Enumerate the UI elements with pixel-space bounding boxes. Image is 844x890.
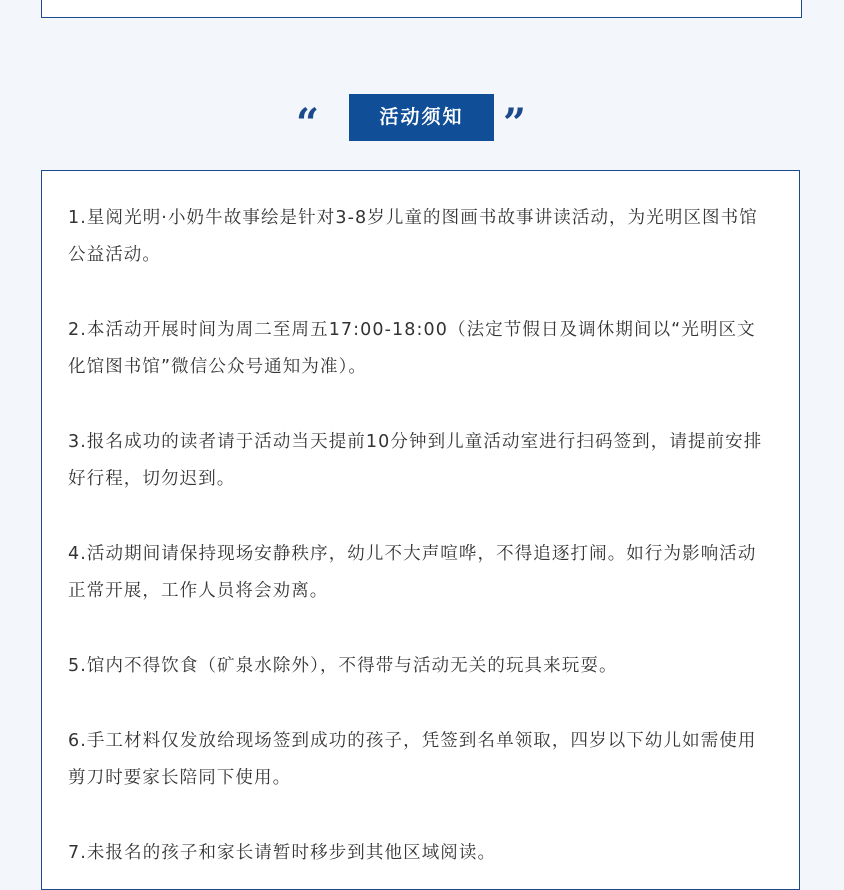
notice-item-4: 4.活动期间请保持现场安静秩序，幼儿不大声喧哗，不得追逐打闹。如行为影响活动正常开展，工作人员将会劝离。 [68,544,757,601]
notice-item-6: 6.手工材料仅发放给现场签到成功的孩子，凭签到名单领取，四岁以下幼儿如需使用剪刀时要家长陪同下使用。 [68,731,757,788]
section-header [0,94,844,147]
section-title: 活动须知 [349,94,494,141]
notice-item-7: 7.未报名的孩子和家长请暂时移步到其他区域阅读。 [68,843,497,863]
notice-box [41,170,800,890]
notice-item-3: 3.报名成功的读者请于活动当天提前10分钟到儿童活动室进行扫码签到，请提前安排好行程，切勿迟到。 [68,432,763,489]
close-quote-icon: ” [503,100,527,147]
open-quote-icon: “ [296,100,320,147]
notice-item-2: 2.本活动开展时间为周二至周五17:00-18:00（法定节假日及调休期间以“光明区文化馆图书馆”微信公众号通知为准）。 [68,320,756,377]
previous-section-box [41,0,802,18]
notice-item-5: 5.馆内不得饮食（矿泉水除外），不得带与活动无关的玩具来玩耍。 [68,656,618,676]
notice-item-1: 1.星阅光明·小奶牛故事绘是针对3-8岁儿童的图画书故事讲读活动，为光明区图书馆公益活动。 [68,208,758,265]
